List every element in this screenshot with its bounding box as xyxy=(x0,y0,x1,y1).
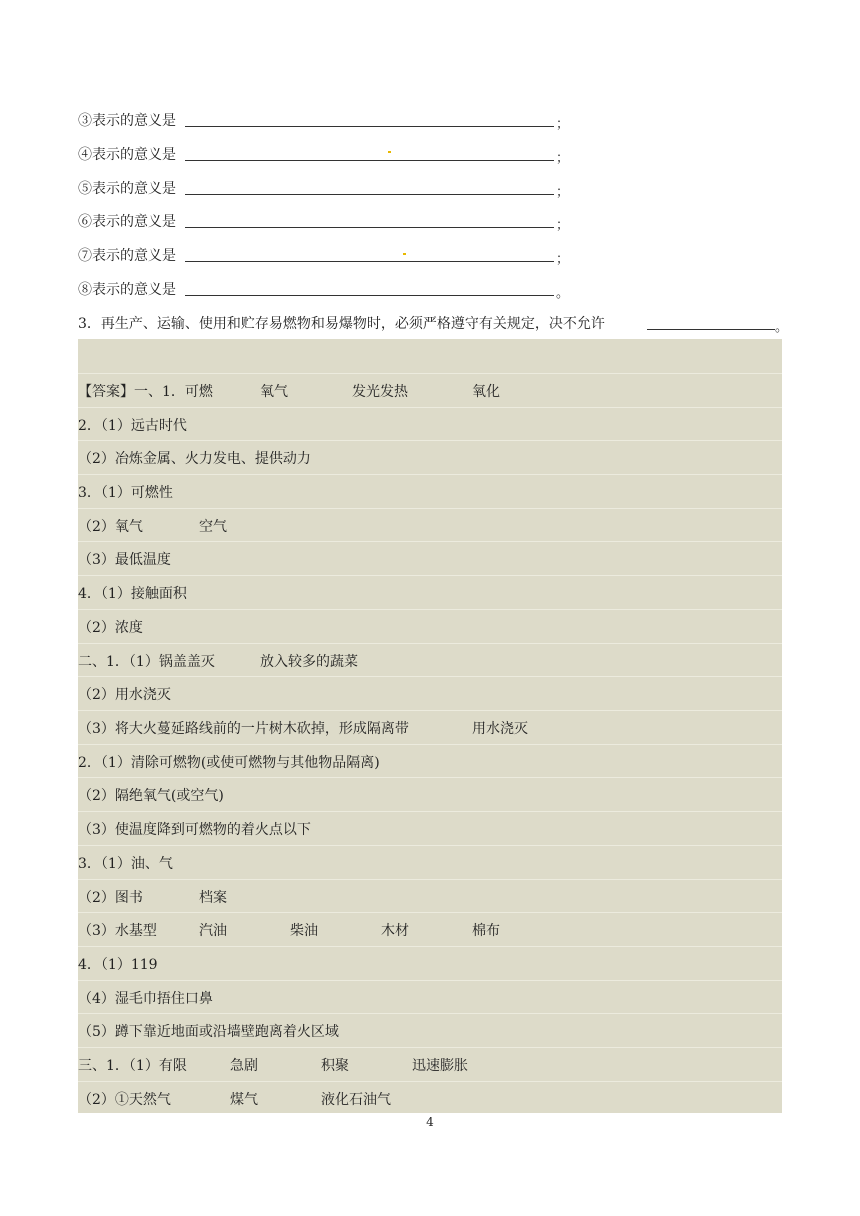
answer-blank[interactable] xyxy=(647,329,775,330)
answer-item: （3）最低温度 xyxy=(78,552,171,568)
answer-row xyxy=(78,643,782,677)
answer-item: 4．（1）接触面积 xyxy=(78,586,187,602)
answer-item: 空气 xyxy=(199,519,227,535)
answer-item: 4．（1）119 xyxy=(78,957,158,973)
answer-row xyxy=(78,946,782,980)
question-3-text: 3．再生产、运输、使用和贮存易燃物和易爆物时，必须严格遵守有关规定，决不允许 xyxy=(78,316,605,332)
answer-row xyxy=(78,339,782,372)
answer-row xyxy=(78,609,782,643)
answer-row xyxy=(78,1081,782,1115)
question-5-label: ⑤表示的意义是 xyxy=(78,181,176,197)
answer-row xyxy=(78,1013,782,1047)
answer-key-box xyxy=(78,339,782,1113)
answer-row xyxy=(78,980,782,1014)
answer-item: （2）①天然气 xyxy=(78,1092,171,1108)
answer-blank[interactable] xyxy=(185,295,554,296)
answer-row xyxy=(78,440,782,474)
answer-item: 2．（1）远古时代 xyxy=(78,418,187,434)
answer-item: 档案 xyxy=(199,890,227,906)
question-end-mark: 。 xyxy=(556,286,570,301)
answer-row xyxy=(78,912,782,946)
answer-item: （2）冶炼金属、火力发电、提供动力 xyxy=(78,451,311,467)
answer-item: 氧气 xyxy=(260,384,288,400)
answer-item: 【答案】一、1．可燃 xyxy=(78,384,213,400)
answer-item: 二、1．（1）锅盖盖灭 xyxy=(78,654,215,670)
answer-item: 木材 xyxy=(381,923,409,939)
answer-item: 柴油 xyxy=(290,923,318,939)
answer-row xyxy=(78,541,782,575)
question-8-label: ⑧表示的意义是 xyxy=(78,282,176,298)
answer-item: 氧化 xyxy=(472,384,500,400)
answer-row xyxy=(78,575,782,609)
answer-row xyxy=(78,710,782,744)
answer-blank[interactable] xyxy=(185,194,554,195)
answer-item: 2．（1）清除可燃物(或使可燃物与其他物品隔离) xyxy=(78,755,380,771)
answer-item: 棉布 xyxy=(472,923,500,939)
answer-item: 迅速膨胀 xyxy=(412,1058,468,1074)
answer-row xyxy=(78,407,782,441)
answer-item: （3）水基型 xyxy=(78,923,157,939)
answer-item: 积聚 xyxy=(321,1058,349,1074)
answer-blank[interactable] xyxy=(185,126,554,127)
answer-row xyxy=(78,845,782,879)
highlight-mark xyxy=(388,151,391,153)
answer-row xyxy=(78,811,782,845)
question-end-mark: ； xyxy=(556,218,570,233)
answer-row xyxy=(78,474,782,508)
answer-item: 三、1．（1）有限 xyxy=(78,1058,187,1074)
answer-blank[interactable] xyxy=(185,227,554,228)
answer-row xyxy=(78,508,782,542)
question-end-mark: ； xyxy=(556,151,570,166)
answer-item: （2）用水浇灭 xyxy=(78,687,171,703)
answer-row xyxy=(78,676,782,710)
answer-item: （2）氧气 xyxy=(78,519,143,535)
answer-row xyxy=(78,879,782,913)
answer-row xyxy=(78,777,782,811)
answer-item: （2）图书 xyxy=(78,890,143,906)
answer-item: 发光发热 xyxy=(352,384,408,400)
question-4-label: ④表示的意义是 xyxy=(78,147,176,163)
answer-item: 用水浇灭 xyxy=(472,721,528,737)
answer-item: 3．（1）油、气 xyxy=(78,856,173,872)
answer-item: 汽油 xyxy=(199,923,227,939)
answer-item: （5）蹲下靠近地面或沿墙壁跑离着火区域 xyxy=(78,1024,339,1040)
answer-item: 放入较多的蔬菜 xyxy=(260,654,358,670)
answer-item: 液化石油气 xyxy=(321,1092,391,1108)
question-end-mark: ； xyxy=(556,117,570,132)
question-3-label: ③表示的意义是 xyxy=(78,113,176,129)
answer-blank[interactable] xyxy=(185,261,554,262)
answer-item: 3．（1）可燃性 xyxy=(78,485,173,501)
answer-item: （2）隔绝氧气(或空气) xyxy=(78,788,224,804)
answer-item: 煤气 xyxy=(230,1092,258,1108)
answer-item: （3）使温度降到可燃物的着火点以下 xyxy=(78,822,311,838)
answer-item: （3）将大火蔓延路线前的一片树木砍掉，形成隔离带 xyxy=(78,721,409,737)
question-end-mark: 。 xyxy=(775,320,789,335)
question-7-label: ⑦表示的意义是 xyxy=(78,248,176,264)
highlight-mark xyxy=(403,253,406,255)
answer-blank[interactable] xyxy=(185,160,554,161)
answer-row xyxy=(78,373,782,407)
answer-item: （4）湿毛巾捂住口鼻 xyxy=(78,991,213,1007)
page-number: 4 xyxy=(426,1115,434,1129)
answer-item: （2）浓度 xyxy=(78,620,143,636)
answer-row xyxy=(78,1047,782,1081)
answer-row xyxy=(78,744,782,778)
question-end-mark: ； xyxy=(556,185,570,200)
answer-item: 急剧 xyxy=(230,1058,258,1074)
question-end-mark: ； xyxy=(556,252,570,267)
question-6-label: ⑥表示的意义是 xyxy=(78,214,176,230)
